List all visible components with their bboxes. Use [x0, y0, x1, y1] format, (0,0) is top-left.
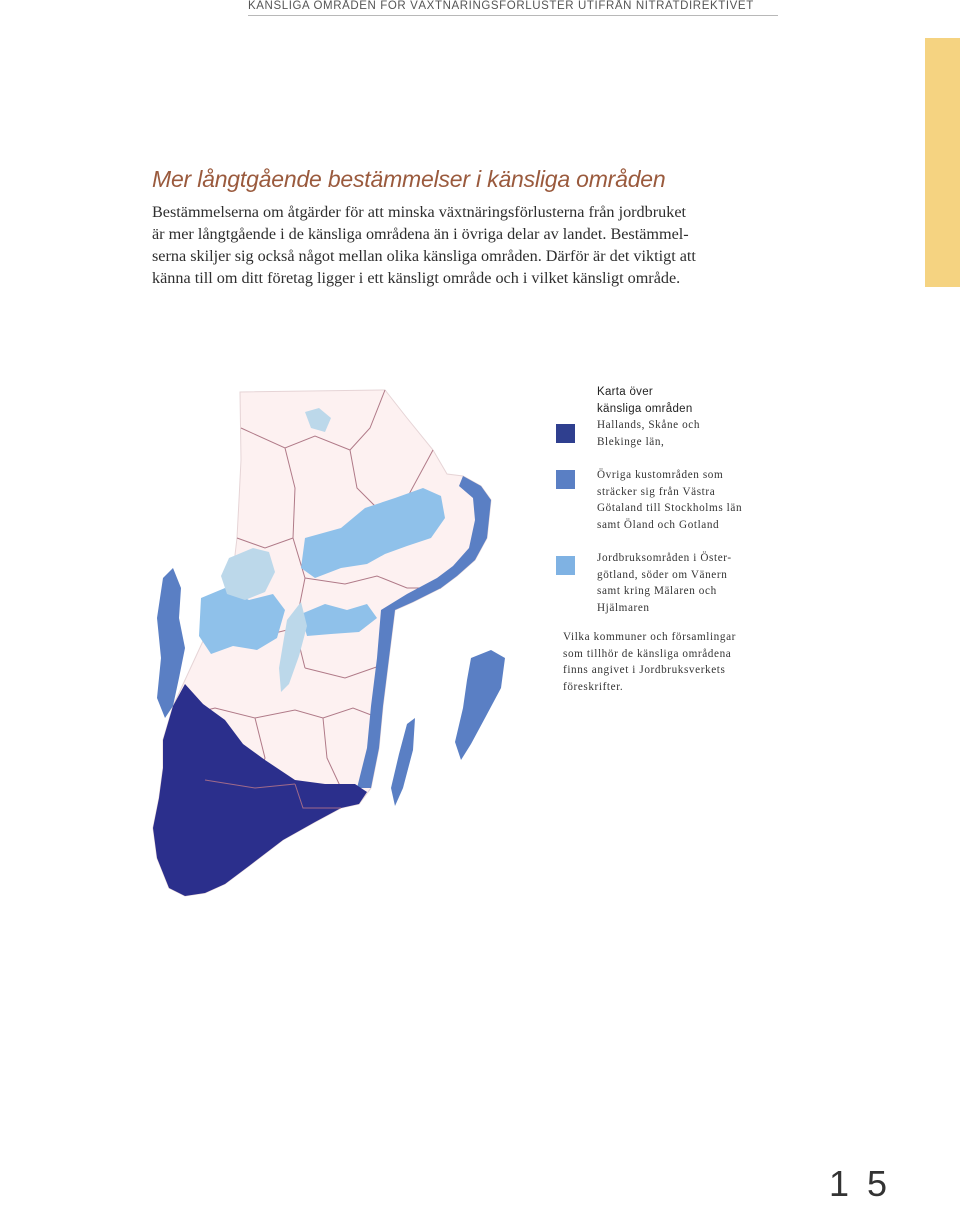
- chapter-tab-marker: [925, 38, 960, 287]
- legend-line: samt kring Mälaren och: [597, 585, 717, 597]
- legend-line: Jordbruksområden i Öster-: [597, 552, 732, 564]
- sensitive-areas-map: [145, 388, 555, 898]
- intro-line: Bestämmelserna om åtgärder för att minska växtnäringsförlusterna från jordbruket: [152, 203, 687, 221]
- legend-line: götland, söder om Vänern: [597, 568, 728, 581]
- footnote-line: Vilka kommuner och församlingar: [563, 631, 736, 643]
- intro-line: känna till om ditt företag ligger i ett känsligt område och i vilket känsligt område.: [152, 269, 681, 287]
- map-svg: [145, 388, 555, 898]
- running-head: KÄNSLIGA OMRÅDEN FÖR VÄXTNÄRINGSFÖRLUSTER UTIFRÅN NITRATDIREKTIVET: [248, 0, 754, 12]
- legend-swatch-light: [556, 556, 575, 575]
- legend-title: [597, 384, 693, 417]
- legend-swatch-dark: [556, 424, 575, 443]
- legend-line: Övriga kustområden som: [597, 469, 724, 481]
- legend-line: sträcker sig från Västra: [597, 485, 716, 498]
- legend-title-line: känsliga områden: [597, 402, 693, 415]
- footnote-line: finns angivet i Jordbruksverkets: [563, 664, 726, 676]
- intro-paragraph: [152, 201, 792, 289]
- legend-text: [597, 417, 797, 450]
- footnote-line: som tillhör de känsliga områdena: [563, 647, 732, 660]
- legend-line: Hallands, Skåne och: [597, 419, 701, 431]
- legend-line: Blekinge län,: [597, 435, 665, 448]
- map-footnote: [563, 629, 783, 695]
- legend-text: [597, 550, 797, 616]
- section-title: Mer långtgående bestämmelser i känsliga områden: [152, 166, 666, 192]
- legend-line: Hjälmaren: [597, 601, 650, 614]
- intro-line: serna skiljer sig också något mellan olika känsliga områden. Därför är det viktigt att: [152, 247, 696, 265]
- intro-line: är mer långtgående i de känsliga områdena än i övriga delar av landet. Bestämmel-: [152, 225, 689, 243]
- legend-swatch-medium: [556, 470, 575, 489]
- legend-line: samt Öland och Gotland: [597, 518, 720, 531]
- legend-title-line: Karta över: [597, 386, 654, 398]
- header-rule: [248, 15, 778, 16]
- legend-line: Götaland till Stockholms län: [597, 502, 743, 514]
- legend-text: [597, 467, 797, 533]
- page-number: 15: [829, 1163, 906, 1204]
- footnote-line: föreskrifter.: [563, 680, 624, 693]
